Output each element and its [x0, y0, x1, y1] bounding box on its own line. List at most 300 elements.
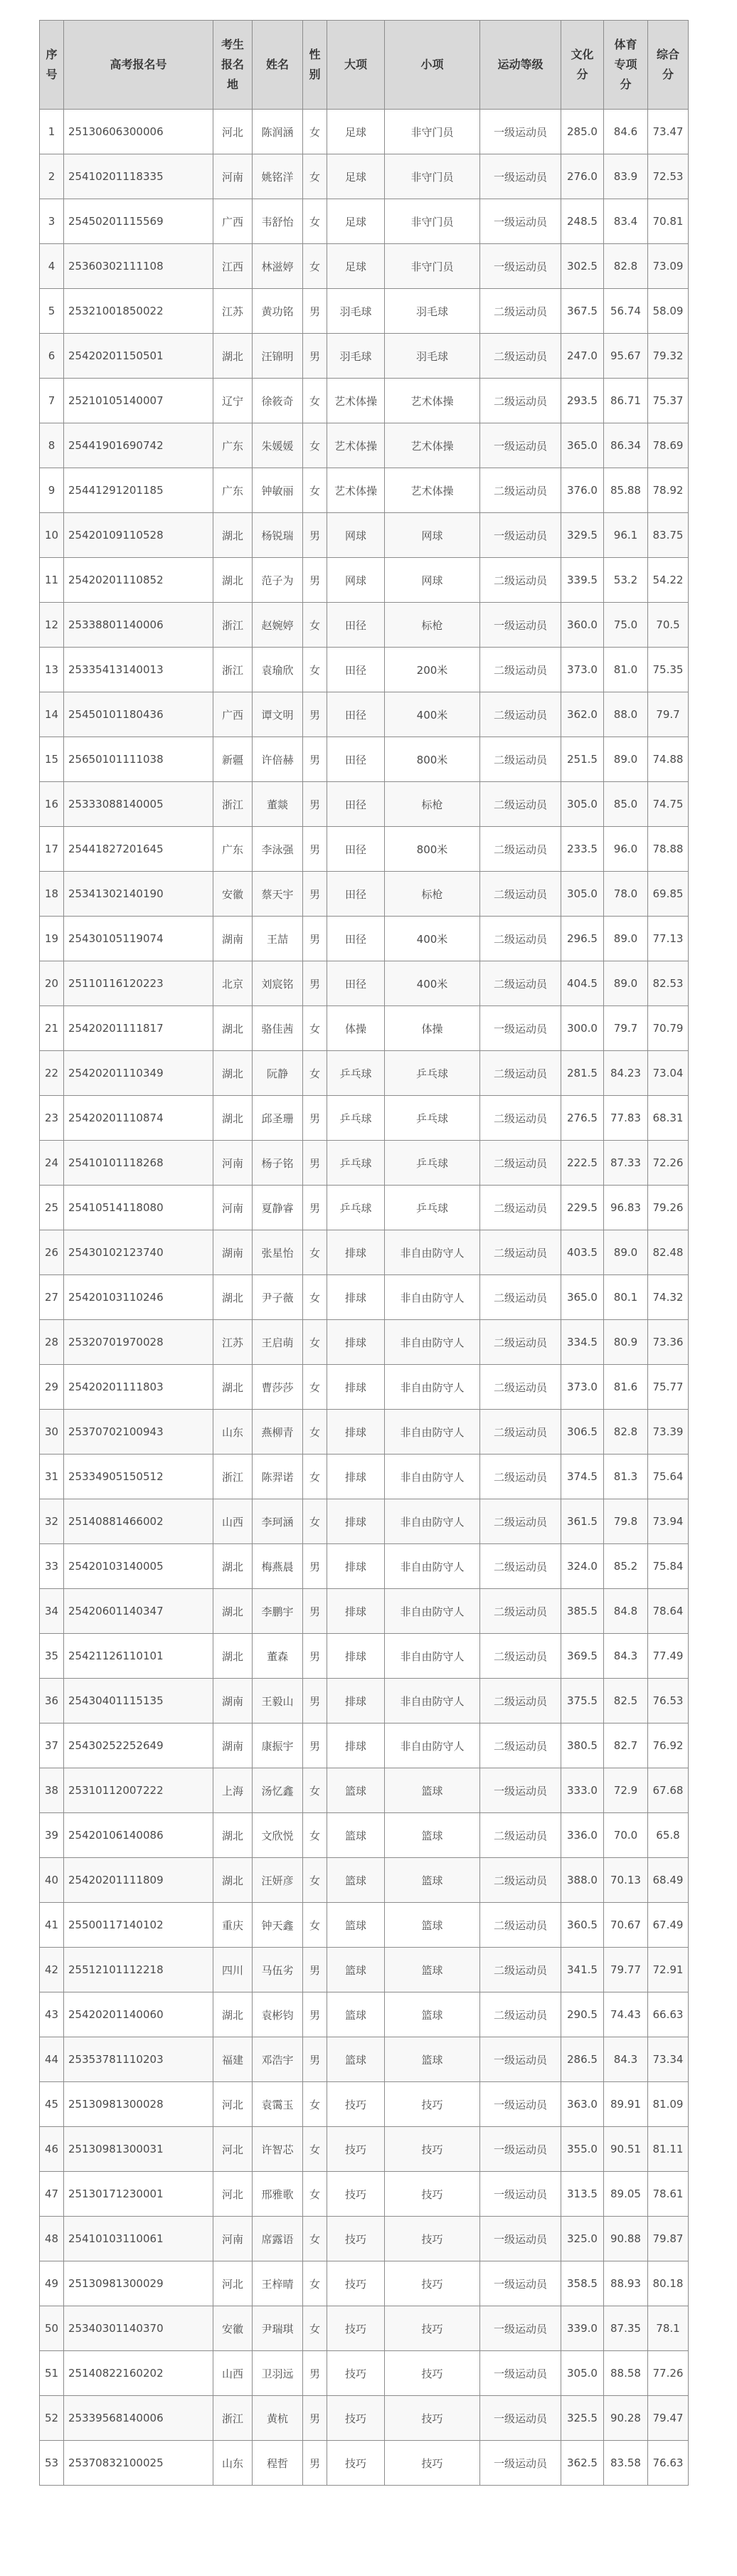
table-row — [40, 1499, 689, 1544]
sport-cell: 技巧 — [327, 2441, 385, 2486]
exam-id-cell: 25130981300029 — [64, 2261, 213, 2306]
level-cell: 一级运动员 — [480, 2261, 561, 2306]
total-score-cell: 74.32 — [648, 1275, 689, 1320]
name-cell: 刘宸铭 — [253, 961, 303, 1006]
table-row — [40, 1724, 689, 1768]
name-cell: 蔡天宇 — [253, 872, 303, 917]
sport-cell: 排球 — [327, 1499, 385, 1544]
sport-score-cell: 96.1 — [604, 513, 648, 558]
level-cell: 二级运动员 — [480, 1410, 561, 1455]
sport-score-cell: 85.2 — [604, 1544, 648, 1589]
seq-cell: 36 — [40, 1679, 64, 1724]
culture-score-cell: 281.5 — [561, 1051, 604, 1096]
sport-cell: 羽毛球 — [327, 334, 385, 379]
sport-score-cell: 90.51 — [604, 2127, 648, 2172]
region-cell: 江苏 — [213, 289, 253, 334]
sport-cell: 篮球 — [327, 2037, 385, 2082]
name-cell: 王毅山 — [253, 1679, 303, 1724]
total-score-cell: 75.37 — [648, 379, 689, 423]
culture-score-cell: 302.5 — [561, 244, 604, 289]
gender-cell: 女 — [303, 1230, 327, 1275]
gender-cell: 男 — [303, 289, 327, 334]
seq-cell: 41 — [40, 1903, 64, 1948]
region-cell: 广西 — [213, 692, 253, 737]
seq-cell: 11 — [40, 558, 64, 603]
table-row — [40, 1455, 689, 1499]
event-cell: 非自由防守人 — [385, 1230, 480, 1275]
seq-cell: 10 — [40, 513, 64, 558]
region-cell: 湖北 — [213, 1634, 253, 1679]
name-cell: 董燚 — [253, 782, 303, 827]
sport-score-cell: 83.58 — [604, 2441, 648, 2486]
table-row — [40, 2396, 689, 2441]
sport-cell: 田径 — [327, 782, 385, 827]
region-cell: 河北 — [213, 2127, 253, 2172]
exam-id-cell: 25420201111809 — [64, 1858, 213, 1903]
event-cell: 艺术体操 — [385, 379, 480, 423]
level-cell: 二级运动员 — [480, 1455, 561, 1499]
seq-cell: 8 — [40, 423, 64, 468]
region-cell: 湖北 — [213, 1858, 253, 1903]
level-cell: 二级运动员 — [480, 1679, 561, 1724]
gender-cell: 女 — [303, 1051, 327, 1096]
gender-cell: 女 — [303, 199, 327, 244]
total-score-cell: 73.36 — [648, 1320, 689, 1365]
sport-score-cell: 96.0 — [604, 827, 648, 872]
name-cell: 黄功铭 — [253, 289, 303, 334]
table-body — [40, 110, 689, 2486]
event-cell: 200米 — [385, 648, 480, 692]
gender-cell: 男 — [303, 827, 327, 872]
name-cell: 程哲 — [253, 2441, 303, 2486]
culture-score-cell: 233.5 — [561, 827, 604, 872]
event-cell: 非守门员 — [385, 244, 480, 289]
header-total-score-col: 综合 分 — [648, 21, 689, 110]
name-cell: 赵婉婷 — [253, 603, 303, 648]
seq-cell: 3 — [40, 199, 64, 244]
event-cell: 非守门员 — [385, 154, 480, 199]
seq-cell: 14 — [40, 692, 64, 737]
table-row — [40, 1365, 689, 1410]
gender-cell: 女 — [303, 1006, 327, 1051]
sport-cell: 羽毛球 — [327, 289, 385, 334]
exam-id-cell: 25360302111108 — [64, 244, 213, 289]
sport-cell: 排球 — [327, 1320, 385, 1365]
sport-score-cell: 80.1 — [604, 1275, 648, 1320]
table-row — [40, 1051, 689, 1096]
event-cell: 乒乓球 — [385, 1051, 480, 1096]
name-cell: 骆佳茜 — [253, 1006, 303, 1051]
exam-id-cell: 25410103110061 — [64, 2217, 213, 2261]
name-cell: 汤忆鑫 — [253, 1768, 303, 1813]
gender-cell: 男 — [303, 2351, 327, 2396]
total-score-cell: 67.68 — [648, 1768, 689, 1813]
level-cell: 一级运动员 — [480, 199, 561, 244]
sport-cell: 排球 — [327, 1230, 385, 1275]
gender-cell: 男 — [303, 334, 327, 379]
total-score-cell: 70.81 — [648, 199, 689, 244]
level-cell: 二级运动员 — [480, 1320, 561, 1365]
region-cell: 湖北 — [213, 1992, 253, 2037]
name-cell: 李鹏宇 — [253, 1589, 303, 1634]
table-row — [40, 199, 689, 244]
event-cell: 非自由防守人 — [385, 1589, 480, 1634]
exam-id-cell: 25450101180436 — [64, 692, 213, 737]
level-cell: 二级运动员 — [480, 1992, 561, 2037]
exam-id-cell: 25410101118268 — [64, 1141, 213, 1186]
table-row — [40, 1589, 689, 1634]
sport-cell: 田径 — [327, 872, 385, 917]
total-score-cell: 75.77 — [648, 1365, 689, 1410]
sport-cell: 足球 — [327, 154, 385, 199]
region-cell: 湖北 — [213, 558, 253, 603]
seq-cell: 26 — [40, 1230, 64, 1275]
level-cell: 二级运动员 — [480, 1096, 561, 1141]
table-row — [40, 1096, 689, 1141]
gender-cell: 男 — [303, 1589, 327, 1634]
name-cell: 姚铭洋 — [253, 154, 303, 199]
total-score-cell: 72.91 — [648, 1948, 689, 1992]
sport-cell: 排球 — [327, 1724, 385, 1768]
level-cell: 二级运动员 — [480, 1499, 561, 1544]
region-cell: 河北 — [213, 2261, 253, 2306]
total-score-cell: 54.22 — [648, 558, 689, 603]
sport-cell: 排球 — [327, 1589, 385, 1634]
level-cell: 二级运动员 — [480, 334, 561, 379]
table-row — [40, 1410, 689, 1455]
event-cell: 技巧 — [385, 2217, 480, 2261]
total-score-cell: 66.63 — [648, 1992, 689, 2037]
region-cell: 浙江 — [213, 2396, 253, 2441]
event-cell: 非自由防守人 — [385, 1634, 480, 1679]
culture-score-cell: 373.0 — [561, 648, 604, 692]
level-cell: 一级运动员 — [480, 603, 561, 648]
sport-score-cell: 86.34 — [604, 423, 648, 468]
event-cell: 非守门员 — [385, 110, 480, 154]
gender-cell: 女 — [303, 1768, 327, 1813]
table-row — [40, 1768, 689, 1813]
sport-score-cell: 79.77 — [604, 1948, 648, 1992]
total-score-cell: 83.75 — [648, 513, 689, 558]
total-score-cell: 76.63 — [648, 2441, 689, 2486]
exam-id-cell: 25130171230001 — [64, 2172, 213, 2217]
exam-id-cell: 25420103110246 — [64, 1275, 213, 1320]
culture-score-cell: 373.0 — [561, 1365, 604, 1410]
table-row — [40, 1544, 689, 1589]
exam-id-cell: 25420109110528 — [64, 513, 213, 558]
seq-cell: 25 — [40, 1186, 64, 1230]
seq-cell: 18 — [40, 872, 64, 917]
sport-cell: 技巧 — [327, 2306, 385, 2351]
level-cell: 一级运动员 — [480, 2037, 561, 2082]
exam-id-cell: 25441827201645 — [64, 827, 213, 872]
seq-cell: 44 — [40, 2037, 64, 2082]
sport-score-cell: 84.3 — [604, 2037, 648, 2082]
exam-id-cell: 25430105119074 — [64, 917, 213, 961]
table-row — [40, 2441, 689, 2486]
event-cell: 非自由防守人 — [385, 1320, 480, 1365]
culture-score-cell: 355.0 — [561, 2127, 604, 2172]
level-cell: 二级运动员 — [480, 1051, 561, 1096]
culture-score-cell: 305.0 — [561, 2351, 604, 2396]
sport-cell: 艺术体操 — [327, 468, 385, 513]
sport-score-cell: 89.0 — [604, 737, 648, 782]
level-cell: 二级运动员 — [480, 1544, 561, 1589]
table-row — [40, 1858, 689, 1903]
region-cell: 湖北 — [213, 1544, 253, 1589]
culture-score-cell: 369.5 — [561, 1634, 604, 1679]
culture-score-cell: 333.0 — [561, 1768, 604, 1813]
region-cell: 湖南 — [213, 1230, 253, 1275]
region-cell: 辽宁 — [213, 379, 253, 423]
event-cell: 艺术体操 — [385, 468, 480, 513]
gender-cell: 男 — [303, 1992, 327, 2037]
exam-id-cell: 25335413140013 — [64, 648, 213, 692]
sport-score-cell: 89.0 — [604, 961, 648, 1006]
level-cell: 一级运动员 — [480, 2306, 561, 2351]
event-cell: 技巧 — [385, 2351, 480, 2396]
gender-cell: 男 — [303, 872, 327, 917]
header-row — [40, 21, 689, 110]
culture-score-cell: 388.0 — [561, 1858, 604, 1903]
culture-score-cell: 339.0 — [561, 2306, 604, 2351]
exam-id-cell: 25420201110349 — [64, 1051, 213, 1096]
sport-score-cell: 96.83 — [604, 1186, 648, 1230]
level-cell: 二级运动员 — [480, 872, 561, 917]
event-cell: 技巧 — [385, 2172, 480, 2217]
region-cell: 四川 — [213, 1948, 253, 1992]
level-cell: 一级运动员 — [480, 244, 561, 289]
event-cell: 羽毛球 — [385, 334, 480, 379]
event-cell: 篮球 — [385, 2037, 480, 2082]
sport-score-cell: 70.67 — [604, 1903, 648, 1948]
sport-score-cell: 79.8 — [604, 1499, 648, 1544]
level-cell: 一级运动员 — [480, 1006, 561, 1051]
culture-score-cell: 339.5 — [561, 558, 604, 603]
total-score-cell: 75.64 — [648, 1455, 689, 1499]
sport-cell: 网球 — [327, 513, 385, 558]
sport-cell: 田径 — [327, 692, 385, 737]
sport-cell: 足球 — [327, 110, 385, 154]
region-cell: 湖北 — [213, 1006, 253, 1051]
exam-id-cell: 25420601140347 — [64, 1589, 213, 1634]
region-cell: 重庆 — [213, 1903, 253, 1948]
gender-cell: 男 — [303, 2396, 327, 2441]
sport-cell: 篮球 — [327, 1903, 385, 1948]
level-cell: 一级运动员 — [480, 2351, 561, 2396]
sport-score-cell: 83.4 — [604, 199, 648, 244]
seq-cell: 47 — [40, 2172, 64, 2217]
seq-cell: 53 — [40, 2441, 64, 2486]
culture-score-cell: 305.0 — [561, 782, 604, 827]
total-score-cell: 77.13 — [648, 917, 689, 961]
sport-cell: 排球 — [327, 1275, 385, 1320]
name-cell: 燕柳青 — [253, 1410, 303, 1455]
name-cell: 邢雅歌 — [253, 2172, 303, 2217]
level-cell: 一级运动员 — [480, 154, 561, 199]
sport-score-cell: 79.7 — [604, 1006, 648, 1051]
culture-score-cell: 296.5 — [561, 917, 604, 961]
name-cell: 邱圣珊 — [253, 1096, 303, 1141]
exam-id-cell: 25650101111038 — [64, 737, 213, 782]
name-cell: 许智芯 — [253, 2127, 303, 2172]
table-row — [40, 1948, 689, 1992]
exam-id-cell: 25130981300028 — [64, 2082, 213, 2127]
results-table-container — [39, 20, 688, 2486]
event-cell: 非自由防守人 — [385, 1544, 480, 1589]
level-cell: 二级运动员 — [480, 1365, 561, 1410]
region-cell: 安徽 — [213, 2306, 253, 2351]
seq-cell: 52 — [40, 2396, 64, 2441]
exam-id-cell: 25420201110874 — [64, 1096, 213, 1141]
level-cell: 二级运动员 — [480, 917, 561, 961]
total-score-cell: 65.8 — [648, 1813, 689, 1858]
event-cell: 非守门员 — [385, 199, 480, 244]
sport-cell: 技巧 — [327, 2217, 385, 2261]
culture-score-cell: 300.0 — [561, 1006, 604, 1051]
name-cell: 杨锐瑞 — [253, 513, 303, 558]
exam-id-cell: 25140881466002 — [64, 1499, 213, 1544]
seq-cell: 17 — [40, 827, 64, 872]
gender-cell: 男 — [303, 2441, 327, 2486]
sport-score-cell: 84.3 — [604, 1634, 648, 1679]
event-cell: 羽毛球 — [385, 289, 480, 334]
sport-score-cell: 85.0 — [604, 782, 648, 827]
sport-score-cell: 75.0 — [604, 603, 648, 648]
exam-id-cell: 25353781110203 — [64, 2037, 213, 2082]
exam-id-cell: 25450201115569 — [64, 199, 213, 244]
exam-id-cell: 25210105140007 — [64, 379, 213, 423]
culture-score-cell: 285.0 — [561, 110, 604, 154]
gender-cell: 女 — [303, 379, 327, 423]
sport-score-cell: 95.67 — [604, 334, 648, 379]
total-score-cell: 78.61 — [648, 2172, 689, 2217]
seq-cell: 46 — [40, 2127, 64, 2172]
gender-cell: 女 — [303, 110, 327, 154]
seq-cell: 24 — [40, 1141, 64, 1186]
level-cell: 二级运动员 — [480, 289, 561, 334]
sport-score-cell: 78.0 — [604, 872, 648, 917]
name-cell: 夏静睿 — [253, 1186, 303, 1230]
culture-score-cell: 306.5 — [561, 1410, 604, 1455]
name-cell: 袁瑜欣 — [253, 648, 303, 692]
culture-score-cell: 375.5 — [561, 1679, 604, 1724]
exam-id-cell: 25500117140102 — [64, 1903, 213, 1948]
region-cell: 河南 — [213, 2217, 253, 2261]
table-row — [40, 648, 689, 692]
total-score-cell: 78.1 — [648, 2306, 689, 2351]
event-cell: 技巧 — [385, 2127, 480, 2172]
name-cell: 谭文明 — [253, 692, 303, 737]
total-score-cell: 73.09 — [648, 244, 689, 289]
table-row — [40, 558, 689, 603]
total-score-cell: 67.49 — [648, 1903, 689, 1948]
level-cell: 二级运动员 — [480, 1903, 561, 1948]
event-cell: 篮球 — [385, 1858, 480, 1903]
level-cell: 二级运动员 — [480, 1275, 561, 1320]
name-cell: 杨子铭 — [253, 1141, 303, 1186]
table-row — [40, 1813, 689, 1858]
region-cell: 湖北 — [213, 1365, 253, 1410]
gender-cell: 女 — [303, 1903, 327, 1948]
region-cell: 湖北 — [213, 1096, 253, 1141]
table-row — [40, 1679, 689, 1724]
table-row — [40, 1903, 689, 1948]
event-cell: 篮球 — [385, 1813, 480, 1858]
sport-score-cell: 81.3 — [604, 1455, 648, 1499]
region-cell: 湖北 — [213, 1275, 253, 1320]
total-score-cell: 75.35 — [648, 648, 689, 692]
level-cell: 二级运动员 — [480, 1634, 561, 1679]
exam-id-cell: 25338801140006 — [64, 603, 213, 648]
culture-score-cell: 341.5 — [561, 1948, 604, 1992]
name-cell: 汪锦明 — [253, 334, 303, 379]
name-cell: 邓浩宇 — [253, 2037, 303, 2082]
sport-score-cell: 70.13 — [604, 1858, 648, 1903]
exam-id-cell: 25430401115135 — [64, 1679, 213, 1724]
total-score-cell: 82.53 — [648, 961, 689, 1006]
name-cell: 汪妍彦 — [253, 1858, 303, 1903]
culture-score-cell: 362.0 — [561, 692, 604, 737]
total-score-cell: 79.26 — [648, 1186, 689, 1230]
table-row — [40, 872, 689, 917]
region-cell: 山东 — [213, 1410, 253, 1455]
name-cell: 马伍劣 — [253, 1948, 303, 1992]
seq-cell: 23 — [40, 1096, 64, 1141]
culture-score-cell: 276.5 — [561, 1096, 604, 1141]
name-cell: 董森 — [253, 1634, 303, 1679]
event-cell: 篮球 — [385, 1903, 480, 1948]
exam-id-cell: 25420201140060 — [64, 1992, 213, 2037]
total-score-cell: 73.47 — [648, 110, 689, 154]
sport-cell: 排球 — [327, 1365, 385, 1410]
region-cell: 浙江 — [213, 782, 253, 827]
region-cell: 湖北 — [213, 1051, 253, 1096]
exam-id-cell: 25441901690742 — [64, 423, 213, 468]
seq-cell: 4 — [40, 244, 64, 289]
region-cell: 湖南 — [213, 917, 253, 961]
region-cell: 广东 — [213, 827, 253, 872]
event-cell: 篮球 — [385, 1768, 480, 1813]
sport-cell: 乒乓球 — [327, 1051, 385, 1096]
event-cell: 非自由防守人 — [385, 1275, 480, 1320]
gender-cell: 男 — [303, 1096, 327, 1141]
culture-score-cell: 248.5 — [561, 199, 604, 244]
sport-cell: 排球 — [327, 1634, 385, 1679]
total-score-cell: 69.85 — [648, 872, 689, 917]
seq-cell: 39 — [40, 1813, 64, 1858]
gender-cell: 女 — [303, 603, 327, 648]
region-cell: 福建 — [213, 2037, 253, 2082]
gender-cell: 女 — [303, 468, 327, 513]
event-cell: 标枪 — [385, 782, 480, 827]
table-row — [40, 1006, 689, 1051]
level-cell: 二级运动员 — [480, 379, 561, 423]
level-cell: 二级运动员 — [480, 1230, 561, 1275]
total-score-cell: 76.53 — [648, 1679, 689, 1724]
level-cell: 一级运动员 — [480, 2172, 561, 2217]
culture-score-cell: 363.0 — [561, 2082, 604, 2127]
seq-cell: 20 — [40, 961, 64, 1006]
exam-id-cell: 25310112007222 — [64, 1768, 213, 1813]
level-cell: 一级运动员 — [480, 2127, 561, 2172]
region-cell: 河南 — [213, 154, 253, 199]
culture-score-cell: 404.5 — [561, 961, 604, 1006]
gender-cell: 男 — [303, 692, 327, 737]
name-cell: 张星怡 — [253, 1230, 303, 1275]
level-cell: 一级运动员 — [480, 513, 561, 558]
table-row — [40, 2217, 689, 2261]
